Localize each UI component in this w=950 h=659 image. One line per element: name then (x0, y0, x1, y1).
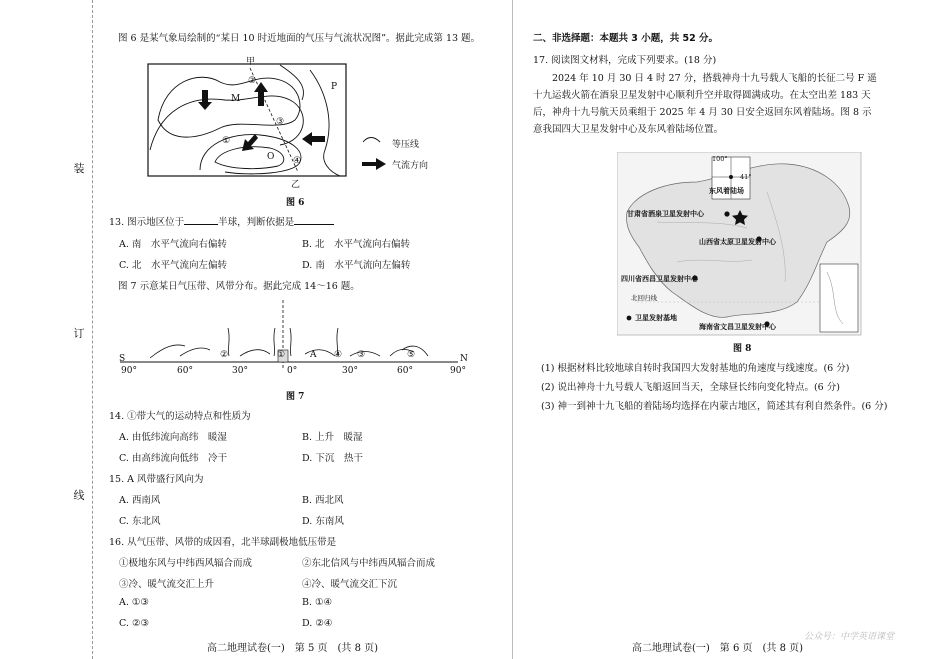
fig8-lon: 100° (712, 155, 728, 163)
q17-part-2: (2) 说出神舟十九号载人飞船返回当天，全球昼长纬向变化特点。(6 分) (541, 382, 840, 393)
q15-option-b[interactable]: B. 西北风 (302, 495, 344, 506)
fig6-label-O: O (267, 152, 275, 162)
fig6-label-yi: 乙 (291, 180, 301, 190)
fig7-marker-3: ③ (357, 350, 366, 360)
fig8-dongfeng: 东风着陆场 (709, 186, 744, 195)
q17-passage: 2024 年 10 月 30 日 4 时 27 分，搭载神舟十九号载人飞船的长征二号 F 遥十九运载火箭在酒泉卫星发射中心顺利升空并取得圆满成功。在太空出差 183 天后，神舟十九号航天员乘组于 2025 年 4 月 30 日安全返回东风着陆场。图 8 示意我国四大卫星发射中心及东风着陆场位置。 (533, 73, 877, 135)
q14-stem: 14. ①带大气的运动特点和性质为 (109, 411, 251, 422)
fig8-tropic: 北回归线 (631, 294, 657, 302)
q14-option-a[interactable]: A. 由低纬流向高纬 暖湿 (119, 432, 227, 443)
q17-heading: 17. 阅读图文材料，完成下列要求。(18 分) (533, 55, 717, 66)
fig6-label-M: M (231, 94, 241, 104)
fig6-label-P: P (331, 82, 338, 92)
q16-statement-2: ②东北信风与中纬西风辐合而成 (302, 558, 436, 569)
q13-option-d[interactable]: D. 南 水平气流向左偏转 (302, 260, 411, 271)
watermark: 公众号：中学英语课堂 (804, 632, 895, 642)
fig7-tick: 90° (121, 366, 137, 376)
q17-part-3: (3) 神一到神十九飞船的着陆场均选择在内蒙古地区，简述其有利自然条件。(6 分) (541, 401, 888, 412)
q15-option-a[interactable]: A. 西南风 (119, 495, 161, 506)
binding-xian: 线 (73, 489, 85, 502)
binding-ding: 订 (73, 327, 85, 340)
fig8-lat: 41° (740, 173, 752, 181)
right-page-footer: 高二地理试卷(一) 第 6 页 (共 8 页) (632, 643, 804, 654)
q15-stem: 15. A 风带盛行风向为 (109, 474, 204, 485)
fig6-legend-isobar: 等压线 (392, 140, 420, 150)
q16-stem: 16. 从气压带、风带的成因看，北半球副极地低压带是 (109, 537, 337, 548)
column-divider (512, 0, 513, 659)
q14-option-c[interactable]: C. 由高纬流向低纬 冷干 (119, 453, 227, 464)
fig7-marker-1: ① (277, 350, 286, 360)
fig7-marker-5: ⑤ (407, 350, 416, 360)
q17-part-1: (1) 根据材料比较地球自转时我国四大发射基地的角速度与线速度。(6 分) (541, 363, 850, 374)
fig7-label-S: S (119, 354, 126, 364)
fig7-tick: 90° (450, 366, 466, 376)
binding-zhuang: 装 (73, 162, 85, 175)
q15-option-c[interactable]: C. 东北风 (119, 516, 161, 527)
q16-option-d[interactable]: D. ②④ (302, 618, 333, 629)
fig7-tick: 30° (232, 366, 248, 376)
fig6-legend-airflow: 气流方向 (392, 161, 429, 171)
fig7-tick: 30° (342, 366, 358, 376)
fig7-marker-A: A (310, 350, 317, 360)
q14-option-b[interactable]: B. 上升 暖湿 (302, 432, 363, 443)
q13-option-a[interactable]: A. 南 水平气流向右偏转 (119, 239, 227, 250)
fig8-legend: 卫星发射基地 (635, 313, 677, 322)
q13-stem: 13. 图示地区位于 半球，判断依据是 (109, 214, 334, 228)
fig8-taiyuan: 山西省太原卫星发射中心 (699, 237, 776, 246)
binding-line (92, 0, 93, 659)
fig6-label-3: ③ (276, 117, 285, 127)
fig7-tick: 0° (287, 366, 298, 376)
intro-fig6: 图 6 是某气象局绘制的“某日 10 时近地面的气压与气流状况图”。据此完成第 13 题。 (118, 33, 481, 44)
fig6-label-1: ① (222, 136, 231, 146)
intro-fig7: 图 7 示意某日气压带、风带分布。据此完成 14～16 题。 (118, 281, 360, 292)
q16-option-c[interactable]: C. ②③ (119, 618, 150, 629)
q16-option-b[interactable]: B. ①④ (302, 597, 333, 608)
fig6-label-4: ④ (293, 156, 302, 166)
fig8-xichang: 四川省西昌卫星发射中心 (621, 274, 698, 283)
left-page-footer: 高二地理试卷(一) 第 5 页 (共 8 页) (207, 643, 379, 654)
q16-statement-1: ①极地东风与中纬西风辐合而成 (119, 558, 253, 569)
fig7-tick: 60° (397, 366, 413, 376)
fig6-label-2: ② (248, 76, 257, 86)
fig7-caption: 图 7 (286, 392, 305, 402)
fig7-label-N: N (460, 354, 468, 364)
q15-option-d[interactable]: D. 东南风 (302, 516, 344, 527)
fig6-label-jia: 甲 (246, 57, 256, 67)
fig8-caption: 图 8 (733, 344, 752, 354)
q16-option-a[interactable]: A. ①③ (119, 597, 149, 608)
fig6-caption: 图 6 (286, 198, 305, 208)
fig7-marker-4: ④ (334, 350, 343, 360)
section-heading: 二、非选择题：本题共 3 小题，共 52 分。 (533, 33, 719, 44)
fig8-jiuquan: 甘肃省酒泉卫星发射中心 (627, 209, 704, 218)
q14-option-d[interactable]: D. 下沉 热干 (302, 453, 363, 464)
fig8-wenchang: 海南省文昌卫星发射中心 (699, 322, 776, 331)
fig7-tick: 60° (177, 366, 193, 376)
q13-option-b[interactable]: B. 北 水平气流向右偏转 (302, 239, 411, 250)
q16-statement-3: ③冷、暖气流交汇上升 (119, 579, 215, 590)
q13-option-c[interactable]: C. 北 水平气流向左偏转 (119, 260, 227, 271)
q16-statement-4: ④冷、暖气流交汇下沉 (302, 579, 398, 590)
fig7-marker-2: ② (220, 350, 229, 360)
